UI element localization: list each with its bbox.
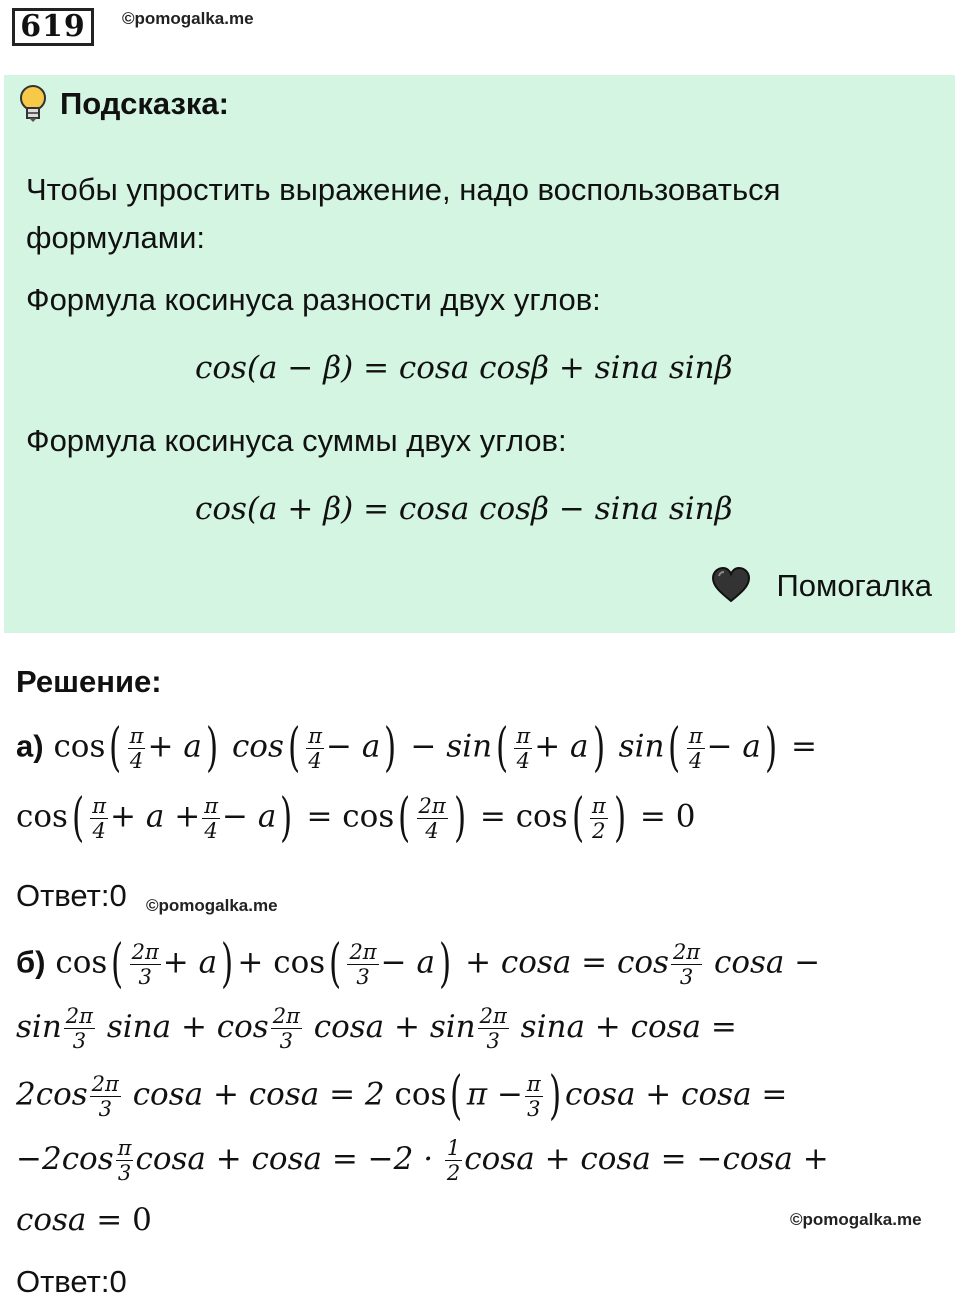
part-b-line-5: cosa = 0 [16, 1202, 152, 1238]
sum-formula: cos(a + β) = cosa cosβ − sina sinβ [195, 491, 733, 527]
hint-sum-label: Формула косинуса суммы двух углов: [26, 423, 567, 458]
problem-number: 619 [12, 8, 94, 46]
answer-b: Ответ:0 [16, 1264, 127, 1299]
brand-label: Помогалка [776, 568, 932, 603]
watermark-middle: ©pomogalka.me [146, 896, 278, 915]
watermark-bottom: ©pomogalka.me [790, 1210, 922, 1229]
part-b-line-1: б) cos( $\frac{2\pi}{3}$ + a) + cos( $\frac{2\pi}{3}$ − a) + cosa = cos $\frac{2\pi}{3}$ cosa − [16, 934, 821, 994]
part-b-line-2: sin $\frac{2\pi}{3}$ sina + cos $\frac{2\pi}{3}$ cosa + sin $\frac{2\pi}{3}$ sina + cosa = [16, 1004, 737, 1053]
heart-icon [710, 566, 752, 604]
hint-intro-2: формулами: [26, 220, 206, 255]
hint-title: Подсказка: [60, 86, 229, 121]
part-b-line-4: −2cos $\frac{\pi}{3}$ cosa + cosa = −2 · $\frac{1}{2}$ cosa + cosa = −cosa + [16, 1136, 829, 1185]
hint-diff-label: Формула косинуса разности двух углов: [26, 282, 601, 317]
lightbulb-icon [16, 84, 50, 124]
hint-intro-1: Чтобы упростить выражение, надо воспользоваться [26, 172, 781, 207]
answer-a: Ответ:0 [16, 878, 127, 913]
part-b-line-3: 2cos $\frac{2\pi}{3}$ cosa + cosa = 2 cos( π − $\frac{\pi}{3}$ ) cosa + cosa = [16, 1066, 788, 1126]
part-a-label: а) [16, 728, 44, 764]
diff-formula: cos(a − β) = cosa cosβ + sina sinβ [195, 350, 733, 386]
part-b-label: б) [16, 944, 46, 980]
part-a-line-2: cos( $\frac{\pi}{4}$ + a + $\frac{\pi}{4}$ − a) = cos( $\frac{2\pi}{4}$ ) = cos( $\frac{\pi}{2}$ ) = 0 [16, 788, 696, 848]
watermark-top: ©pomogalka.me [122, 9, 254, 28]
solution-title: Решение: [16, 664, 162, 699]
part-a-line-1: а) cos( $\frac{\pi}{4}$ + a) cos( $\frac{\pi}{4}$ − a) − sin( $\frac{\pi}{4}$ + a) sin( $\frac{\pi}{4}$ − a) = [16, 718, 818, 778]
